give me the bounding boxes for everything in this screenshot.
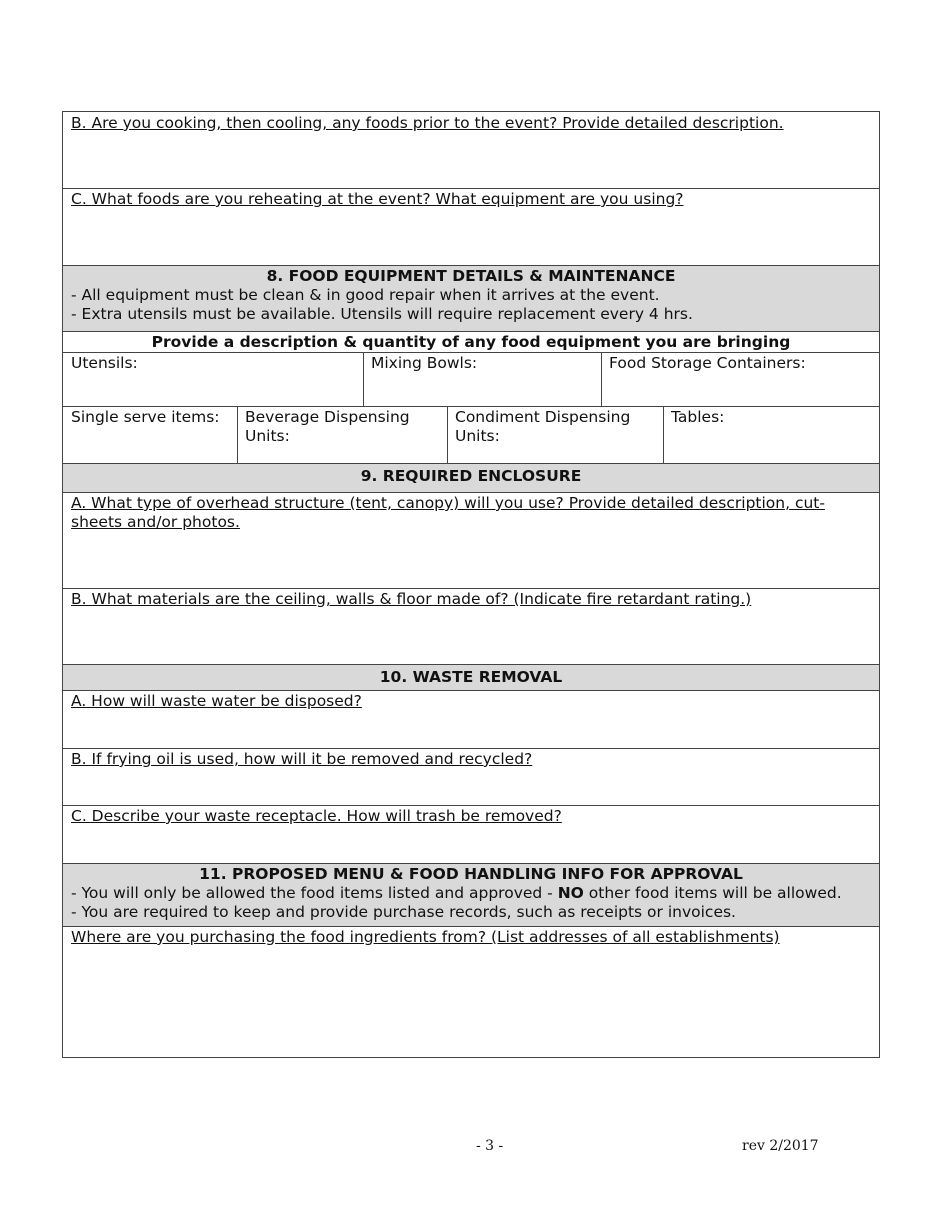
single-serve-label: Single serve items: (71, 408, 220, 426)
section11-note-purchase-records: - You are required to keep and provide purchase records, such as receipts or invoices. (71, 903, 736, 921)
tables-label: Tables: (671, 408, 725, 426)
revision-date: rev 2/2017 (742, 1138, 819, 1154)
section11-title: 11. PROPOSED MENU & FOOD HANDLING INFO FOR APPROVAL (199, 865, 743, 883)
beverage-dispensing-label: Beverage Dispensing Units: (245, 408, 410, 445)
question-cooking-cooling: B. Are you cooking, then cooling, any foods prior to the event? Provide detailed description. (71, 114, 784, 132)
single-serve-field[interactable] (63, 406, 237, 463)
note-text: other food items will be allowed. (583, 884, 842, 902)
question-frying-oil: B. If frying oil is used, how will it be removed and recycled? (71, 750, 533, 768)
answer-waste-receptacle[interactable] (63, 827, 879, 862)
answer-ingredient-sources[interactable] (63, 948, 879, 1056)
section8-note-utensils: - Extra utensils must be available. Utensils will require replacement every 4 hrs. (71, 305, 693, 323)
question-waste-water: A. How will waste water be disposed? (71, 692, 362, 710)
answer-cooking-cooling[interactable] (63, 134, 879, 186)
answer-frying-oil[interactable] (63, 770, 879, 804)
storage-containers-label: Food Storage Containers: (609, 354, 806, 372)
question-overhead-structure: A. What type of overhead structure (tent, canopy) will you use? Provide detailed description, cut-sheets and/or photos. (71, 494, 825, 531)
question-reheating: C. What foods are you reheating at the event? What equipment are you using? (71, 190, 684, 208)
equipment-subheader: Provide a description & quantity of any food equipment you are bringing (151, 333, 791, 351)
row-divider (63, 664, 879, 665)
section8-title: 8. FOOD EQUIPMENT DETAILS & MAINTENANCE (266, 267, 676, 285)
note-emphasis: NO (557, 884, 584, 902)
utensils-label: Utensils: (71, 354, 138, 372)
tables-field[interactable] (663, 406, 879, 463)
answer-overhead-structure[interactable] (63, 532, 879, 587)
question-ingredient-sources: Where are you purchasing the food ingredients from? (List addresses of all establishments) (71, 928, 780, 946)
mixing-bowls-label: Mixing Bowls: (371, 354, 478, 372)
question-waste-receptacle: C. Describe your waste receptacle. How will trash be removed? (71, 807, 562, 825)
answer-waste-water[interactable] (63, 712, 879, 747)
answer-enclosure-materials[interactable] (63, 610, 879, 663)
utensils-field[interactable] (63, 352, 363, 406)
row-divider (63, 463, 879, 464)
note-text: - You will only be allowed the food items listed and approved - (71, 884, 558, 902)
section9-title: 9. REQUIRED ENCLOSURE (360, 467, 582, 485)
section8-note-clean: - All equipment must be clean & in good repair when it arrives at the event. (71, 286, 660, 304)
mixing-bowls-field[interactable] (363, 352, 601, 406)
question-enclosure-materials: B. What materials are the ceiling, walls & floor made of? (Indicate fire retardant rating.) (71, 590, 752, 608)
storage-containers-field[interactable] (601, 352, 879, 406)
answer-reheating[interactable] (63, 210, 879, 264)
beverage-dispensing-field[interactable] (237, 406, 447, 463)
condiment-dispensing-label: Condiment Dispensing Units: (455, 408, 631, 445)
condiment-dispensing-field[interactable] (447, 406, 663, 463)
section10-title: 10. WASTE REMOVAL (379, 668, 563, 686)
page-number: - 3 - (476, 1138, 504, 1154)
food-equipment-form (62, 111, 880, 1058)
